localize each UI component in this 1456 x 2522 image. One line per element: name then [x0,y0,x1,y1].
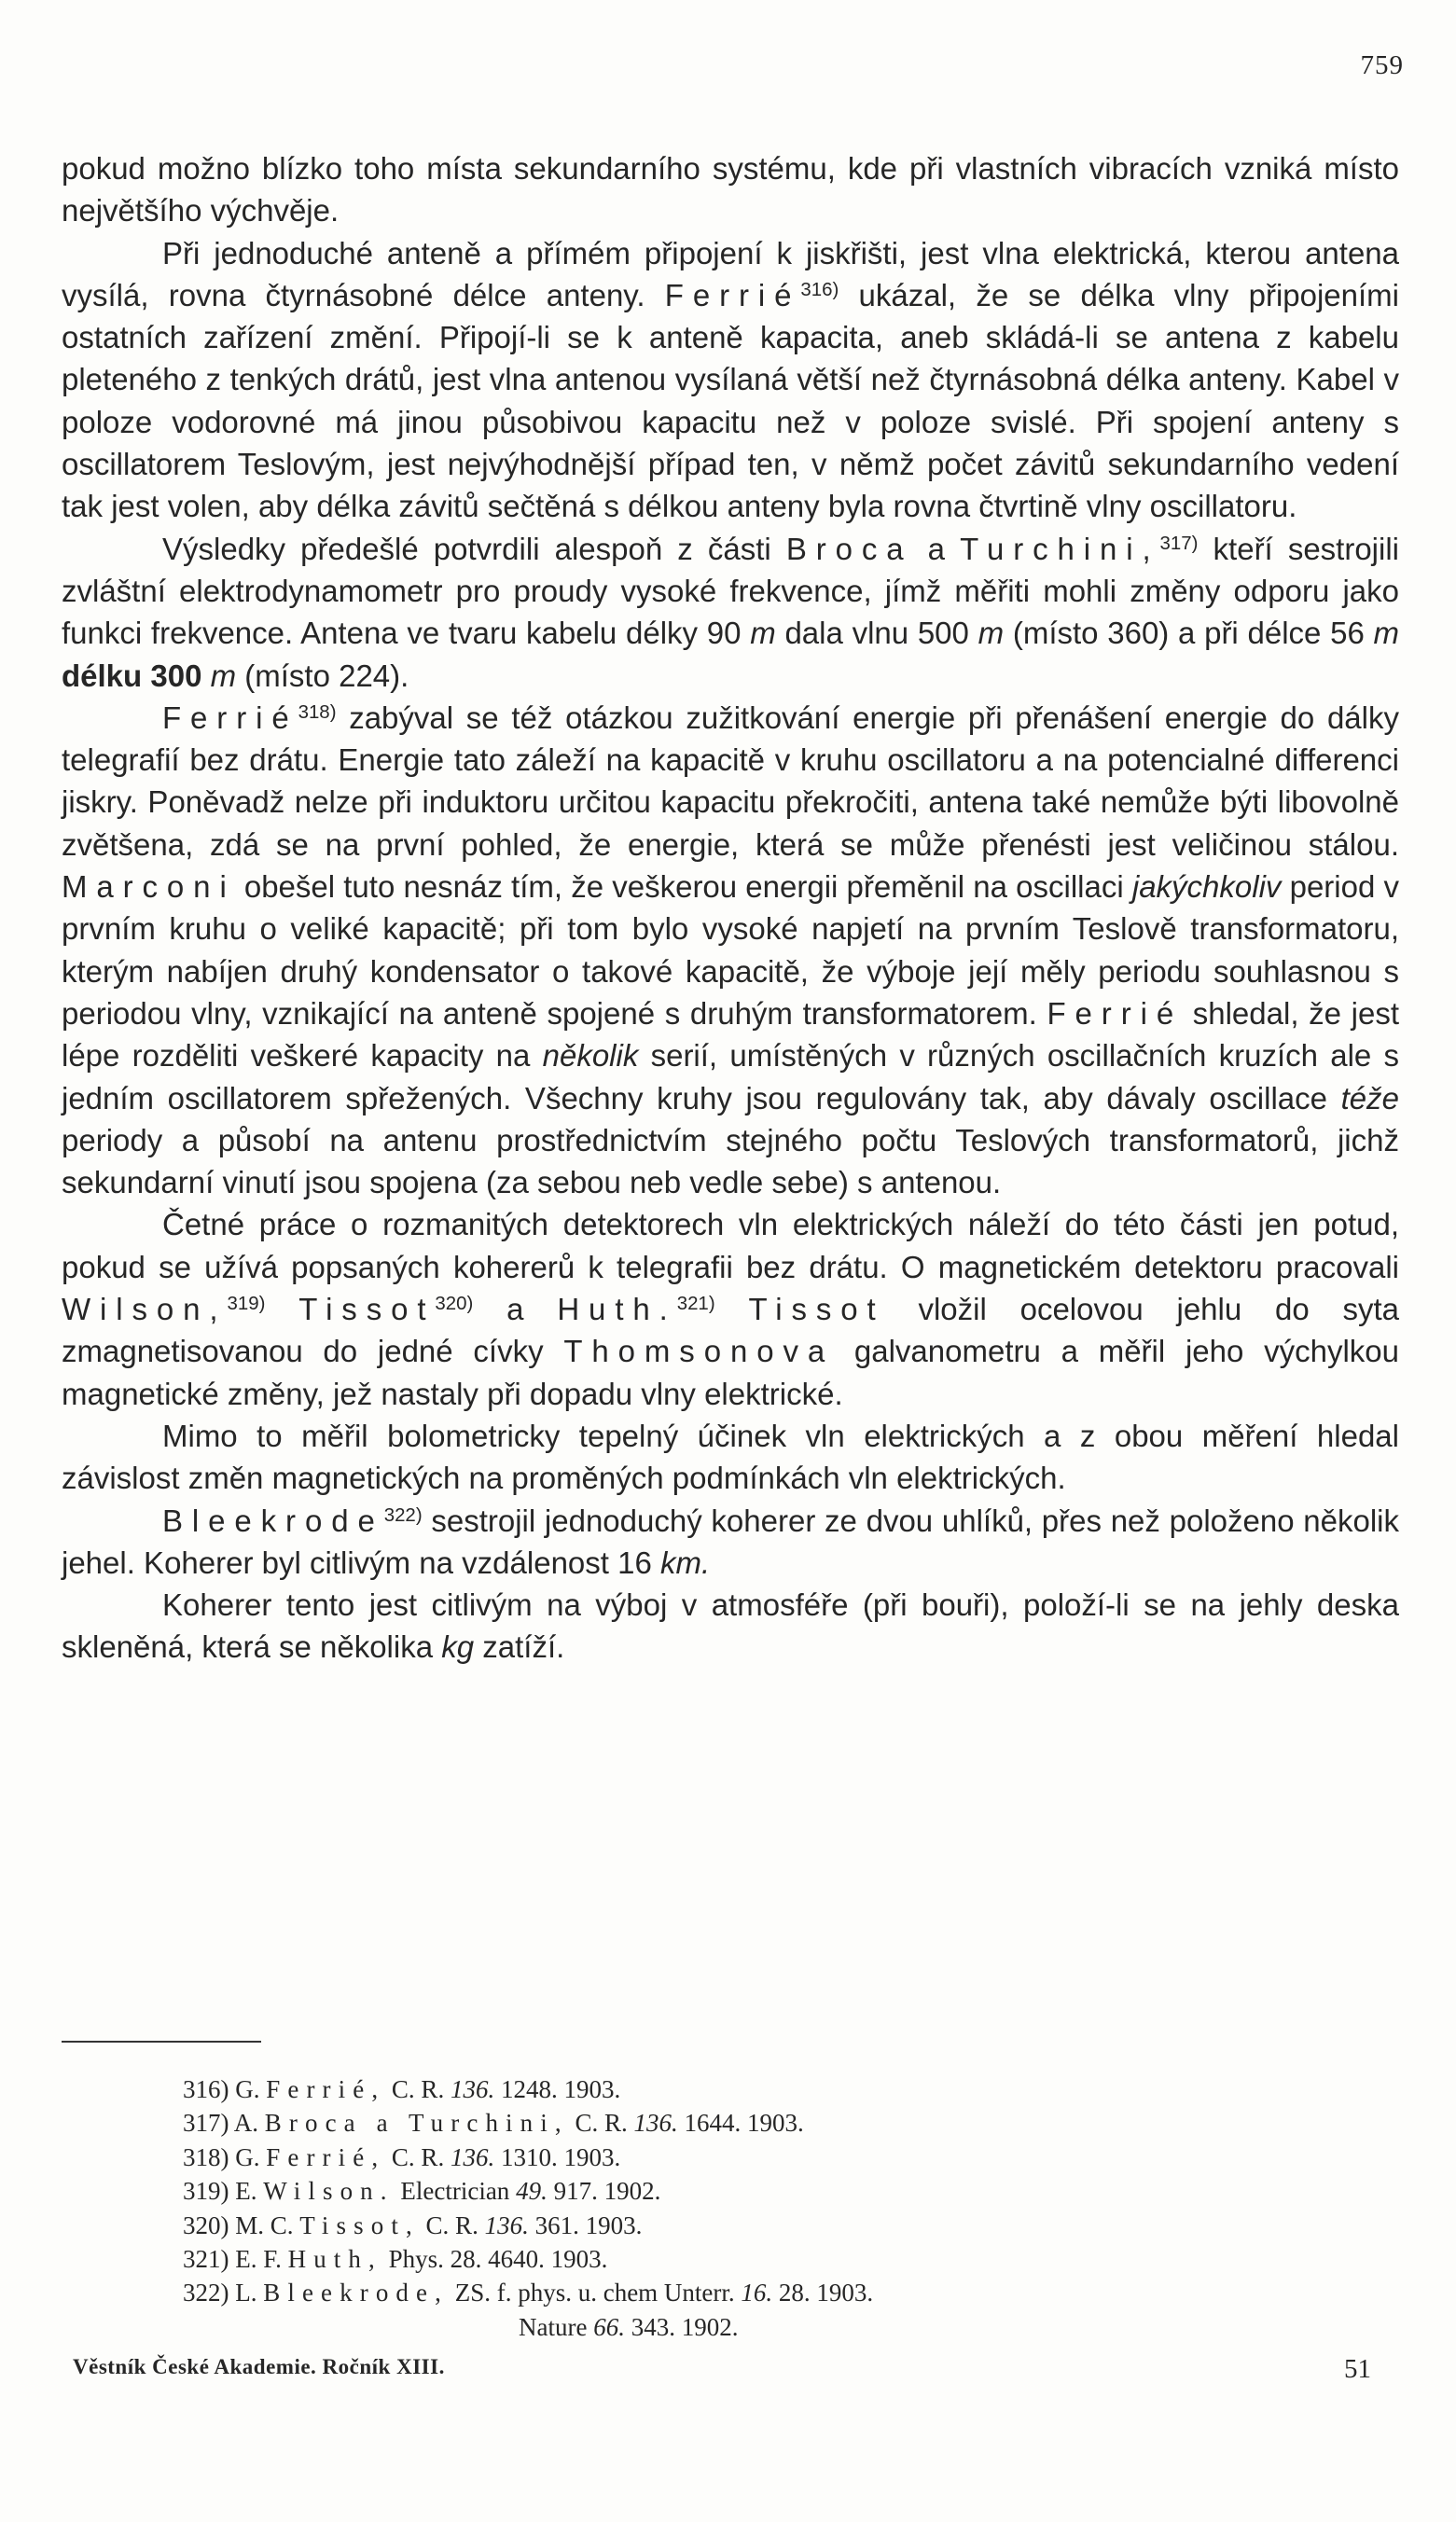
footnote-initials: L. [235,2279,257,2307]
emphasis-teze: téže [1340,1080,1399,1116]
footnote-separator [62,2041,261,2043]
paragraph-3-text-b: kteří sestrojili zvláštní elektrodynamometr pro proudy vysoké frekvence, jímž měřiti mohli změny odporu jako funkci frekvence. Antena ve tvaru kabelu délky 90 [62,531,1400,651]
footnote-ref-317-number: 317 [1159,532,1192,554]
footnote-pages-year: 1248. 1903. [500,2075,621,2103]
unit-km: km. [660,1545,711,1580]
footnote-volume: 66. [593,2312,625,2341]
footnote-320 [183,2209,1339,2242]
footnote-pages-year: 917. 1902. [553,2177,661,2206]
footnote-author: Huth, [287,2245,382,2274]
paragraph-5-text-a: Četné práce o rozmanitých detektorech vln elektrických náleží do této části jen potud, pokud se užívá popsaných kohererů k telegrafii bez drátu. O magnetickém detektoru pracovali [62,1207,1399,1284]
unit-m: m [210,658,237,693]
paragraph-8-text-b: zatíží. [482,1629,565,1665]
paragraph-6 [62,1415,1399,1500]
footnote-volume: 16. [741,2279,773,2307]
footnote-ref-318[interactable]: 318) [298,700,337,723]
paragraph-5-text-b: vložil ocelovou jehlu do syta zmagnetisovanou do jedné cívky [62,1292,1400,1369]
footnote-mark: 320) [183,2210,229,2239]
author-name-ferrie: Ferrié [1047,995,1184,1031]
footnote-pages-year: 343. 1902. [631,2312,739,2341]
footnote-316 [183,2072,1339,2106]
author-name-turchini: Turchini, [960,531,1160,566]
author-name-tissot: Tissot [298,1292,436,1327]
paragraph-4-text-e: serií, umístěných v různých oscillačních kruzích ale s jedním oscillatorem spřežených. Všechny kruhy jsou regulovány tak, aby dávaly oscillace [62,1038,1400,1116]
author-name-huth: Huth. [557,1292,677,1327]
footnote-source: ZS. f. phys. u. chem Unterr. [454,2279,735,2307]
author-name-ferrie: Ferrié [664,277,801,312]
footnote-initials: E. F. [235,2245,282,2274]
paragraph-1-text: pokud možno blízko toho místa sekundarního systému, kde při vlastních vibracích vzniká místo největšího výchvěje. [62,151,1399,229]
footnote-ref-317[interactable]: 317) [1159,532,1199,554]
sheet-number: 51 [1344,2354,1371,2384]
footnote-ref-321-number: 321 [676,1292,709,1314]
footnote-initials: A. [233,2109,259,2138]
journal-footer: Věstník České Akademie. Ročník XIII. [73,2355,445,2378]
paragraph-8 [62,1584,1399,1669]
footnote-author: Ferrié, [266,2142,386,2171]
paragraph-2-text-a: Při jednoduché anteně a přímém připojení k jiskřišti, jest vlna elektrická, kterou antena vysílá, rovna čtyrnásobné délce anteny. [62,235,1399,312]
footnote-author: Broca a Turchini, [264,2109,569,2138]
footnote-initials: M. C. [235,2210,294,2239]
footnote-volume: 136. [484,2210,529,2239]
author-name-ferrie: Ferrié [162,700,298,735]
footnote-mark: 321) [183,2245,229,2274]
author-name-broca: Broca [785,531,913,566]
footnote-source: C. R. [425,2210,478,2239]
footnote-ref-321[interactable]: 321) [676,1292,715,1314]
body-text [62,147,1399,1669]
footnote-ref-319-number: 319 [227,1292,259,1314]
paragraph-4-text-f: periody a působí na antenu prostřednictvím stejného počtu Teslových transformatorů, jichž sekundarní vinutí jsou spojena (za sebou neb vedle sebe) s antenou. [62,1122,1399,1200]
footnote-319 [183,2174,1339,2208]
emphasis-jakychkoliv: jakýchkoliv [1131,869,1282,905]
footnote-source: Phys. 28. [388,2245,482,2274]
paragraph-4 [62,697,1399,1204]
paragraph-3-conj: a [927,531,946,566]
footnote-source: C. R. [391,2075,445,2103]
footnote-source: Nature [519,2312,588,2341]
paragraph-2-text-b: ukázal, že se délka vlny připojeními ostatních zařízení změní. Připojí-li se k anteně kapacita, aneb skládá-li se antena z kabelu pleteného z tenkých drátů, jest vlna antenou vysílaná větší než čtyrnásobná délka anteny. Kabel v poloze vodorovné má jinou působivou kapacitu než v poloze svislé. Při spojení anteny s oscillatorem Teslovým, jest nejvýhodnější případ ten, v němž počet závitů sekundarního vedení tak jest volen, aby délka závitů sečtěná s délkou anteny byla rovna čtvrtině vlny oscillatoru. [62,277,1400,524]
footnote-mark: 322) [183,2279,229,2307]
footnote-pages-year: 1310. 1903. [500,2142,621,2171]
paragraph-4-text-b: obešel tuto nesnáz tím, že veškerou energii přeměnil na oscillaci [243,869,1124,905]
footnote-author: Bleekrode, [263,2279,449,2307]
unit-kg: kg [441,1629,475,1665]
footnote-initials: G. [235,2142,260,2171]
paragraph-2 [62,232,1399,528]
footnote-mark: 316) [183,2075,229,2103]
footnote-initials: E. [235,2177,257,2206]
footnote-author: Ferrié, [266,2075,386,2103]
page-number: 759 [1360,50,1404,80]
unit-m: m [1373,616,1400,651]
footnote-pages-year: 361. 1903. [534,2210,643,2239]
footnote-mark: 319) [183,2177,229,2206]
paragraph-5 [62,1203,1399,1414]
footnote-author: Wilson. [263,2177,395,2206]
footnote-ref-320-number: 320 [435,1292,467,1314]
author-name-bleekrode: Bleekrode [162,1503,384,1538]
footnote-volume: 136. [633,2109,678,2138]
paragraph-3-text-a: Výsledky předešlé potvrdili alespoň z části [162,531,771,566]
paragraph-1 [62,147,1399,232]
footnote-ref-318-number: 318 [298,700,330,723]
footnote-318 [183,2141,1339,2174]
footnote-author: Tissot, [299,2210,420,2239]
footnote-source: C. R. [391,2142,445,2171]
footnote-322-continuation [183,2310,1339,2344]
footnote-ref-320[interactable]: 320) [435,1292,474,1314]
paragraph-7 [62,1500,1399,1585]
footnote-317 [183,2106,1339,2140]
footnote-volume: 136. [450,2075,495,2103]
author-name-wilson: Wilson, [62,1292,228,1327]
footnote-ref-322-number: 322 [383,1504,416,1526]
footnote-initials: G. [235,2075,260,2103]
footnote-pages-year: 1644. 1903. [684,2109,804,2138]
footnote-322 [183,2276,1339,2309]
paragraph-4-text-c: period v prvním kruhu o veliké kapacitě; při tom bylo vysoké napjetí na prvním Teslově transformatoru, kterým nabíjen druhý kondensator o takové kapacitě, že výboje její měly periodu souhlasnou s periodou vlny, vznikající na anteně spojené s druhým transformatorem. [62,869,1399,1031]
footnote-source: C. R. [575,2109,628,2138]
paragraph-4-text-d: shledal, že jest lépe rozděliti veškeré kapacity na [62,995,1400,1074]
paragraph-5-text-c: galvanometru a měřil jeho výchylkou magnetické změny, jež nastaly při dopadu vlny elektrické. [62,1334,1399,1411]
author-name-tissot: Tissot [748,1292,885,1327]
paragraph-4-text-a: zabýval se též otázkou zužitkování energie při přenášení energie do dálky telegrafií bez drátu. Energie tato záleží na kapacitě v kruhu oscillatoru a na potencialné differenci jiskry. Poněvadž nelze při induktoru určitou kapacitu překročiti, antena také nemůže býti libovolně zvětšena, zdá se na první pohled, že energie, která se může přenésti jest veličinou stálou. [62,700,1399,862]
footnote-mark: 317) [183,2109,229,2138]
paragraph-6-text: Mimo to měřil bolometricky tepelný účinek vln elektrických a z obou měření hledal závislost změn magnetických na proměných podmínkách vln elektrických. [62,1418,1399,1496]
footnote-pages-year: 28. 1903. [778,2279,874,2307]
author-name-thomsonova: Thomsonova [563,1334,835,1369]
footnote-volume: 49. [516,2177,548,2206]
unit-m: m [978,616,1005,651]
paragraph-3-text-e: délku 300 [62,658,202,693]
footnotes [183,2072,1339,2344]
footnote-ref-322[interactable]: 322) [383,1504,423,1526]
paragraph-3-text-f: (místo 224). [244,658,409,693]
footnote-pages-year: 4640. 1903. [488,2245,608,2274]
paragraph-5-conj: a [506,1292,524,1327]
paragraph-3 [62,528,1399,697]
paragraph-3-text-d: (místo 360) a při délce 56 [1012,616,1365,651]
footnote-ref-316-number: 316 [800,278,833,300]
footnote-ref-316[interactable]: 316) [800,278,839,300]
paragraph-3-text-c: dala vlnu 500 [784,616,969,651]
footnote-mark: 318) [183,2142,229,2171]
footnote-volume: 136. [450,2142,495,2171]
author-name-marconi: Marconi [62,869,236,905]
footnote-ref-319[interactable]: 319) [227,1292,266,1314]
paragraph-7-text-a: sestrojil jednoduchý koherer ze dvou uhlíků, přes než položeno několik jehel. Koherer byl citlivým na vzdálenost 16 [62,1503,1400,1580]
footnote-source: Electrician [400,2177,510,2206]
paragraph-8-text-a: Koherer tento jest citlivým na výboj v atmosféře (při bouři), položí-li se na jehly deska skleněná, která se několika [62,1587,1399,1665]
footnote-321 [183,2242,1339,2276]
unit-m: m [750,616,776,651]
emphasis-nekolik: několik [542,1038,639,1074]
